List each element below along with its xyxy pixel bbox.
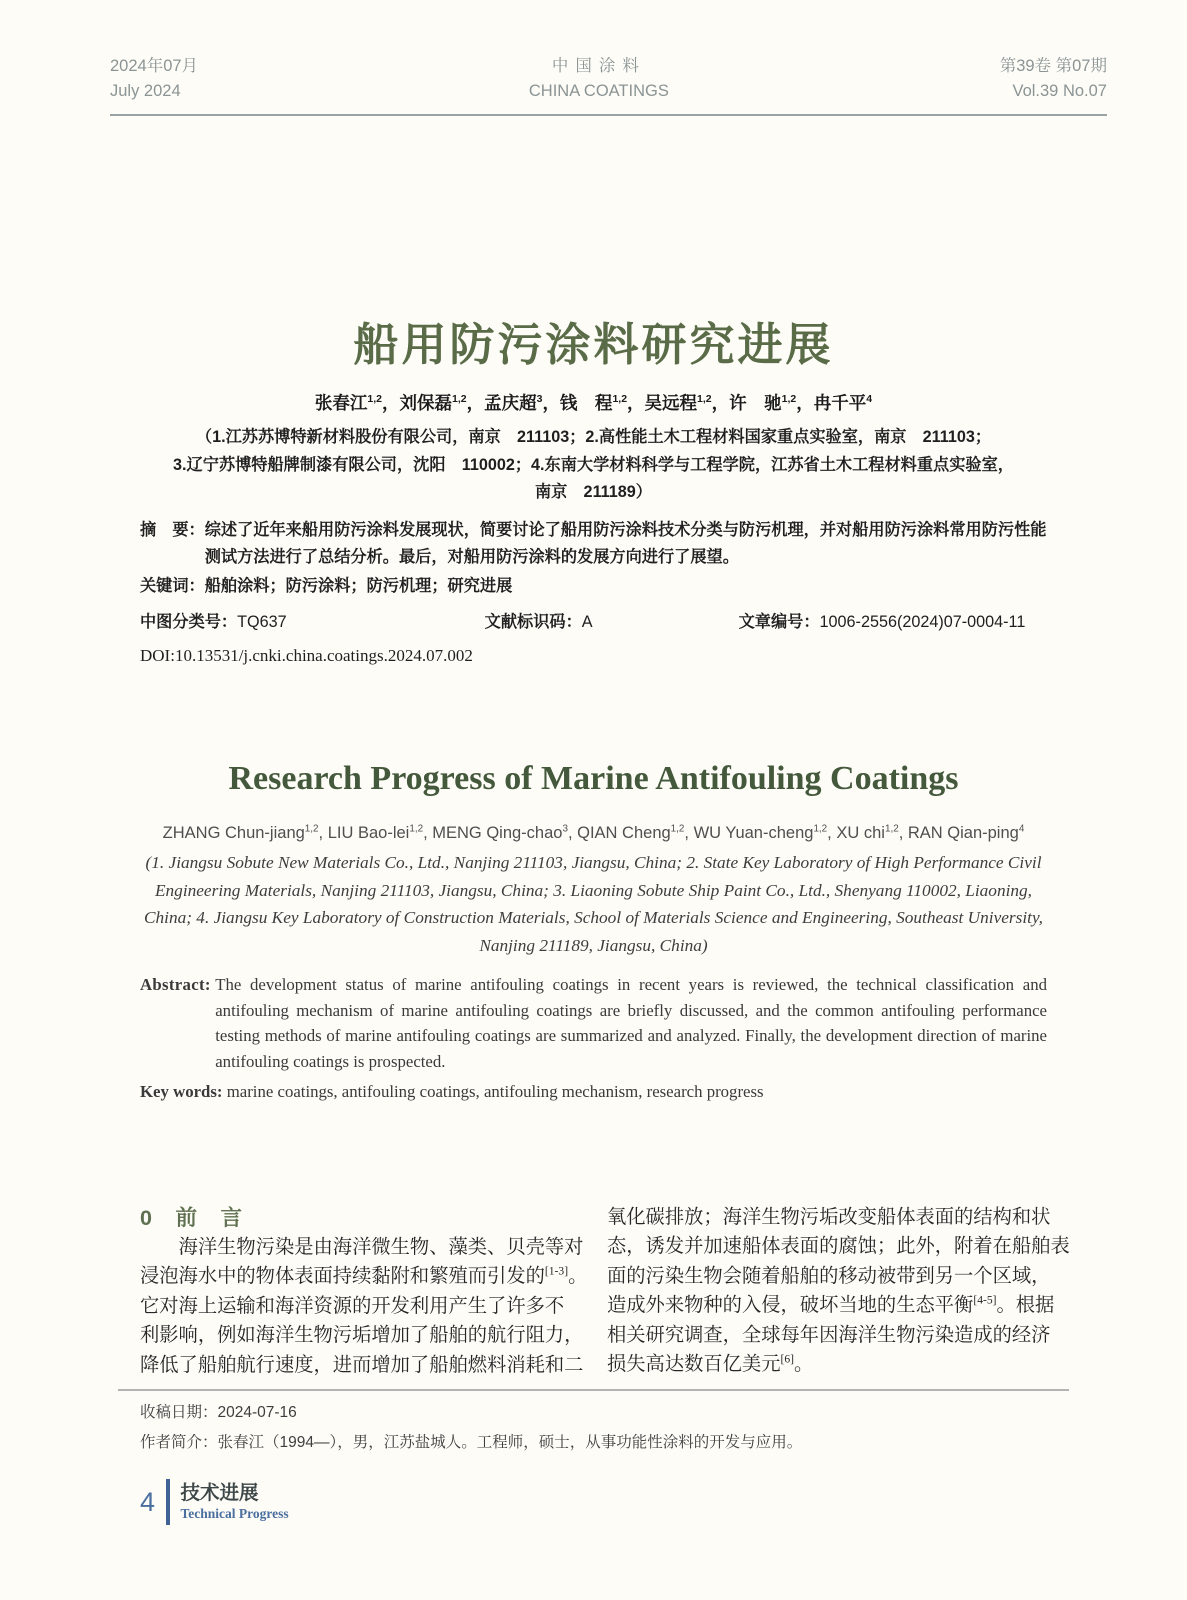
- affiliation-zh-line: 南京 211189）: [535, 483, 652, 501]
- affiliations-en: [140, 849, 1047, 959]
- body-column-left: [140, 1203, 588, 1381]
- author-bio-line: [140, 1428, 1187, 1458]
- affiliation-en-line: (1. Jiangsu Sobute New Materials Co., Ltd., Nanjing 211103, Jiangsu, China; 2. State Key Laboratory of High Performance Civil: [145, 853, 1042, 872]
- keywords-zh-label: 关键词：: [140, 576, 205, 595]
- keywords-en-label: Key words:: [140, 1082, 227, 1101]
- classification-row: [140, 609, 1047, 635]
- document-code-value: A: [581, 613, 593, 631]
- body-left-line: 浸泡海水中的物体表面持续黏附和繁殖而引发的[1-3]。: [140, 1264, 588, 1287]
- article-id-label: 文章编号：: [738, 613, 820, 631]
- keywords-en: [140, 1079, 1047, 1105]
- received-date-line: [140, 1398, 1187, 1428]
- body-right-line: 造成外来物种的入侵，破坏当地的生态平衡[4-5]。根据: [607, 1293, 1055, 1316]
- body-columns: [140, 1203, 1070, 1381]
- abstract-zh-line: 测试方法进行了总结分析。最后，对船用防污涂料的发展方向进行了展望。: [204, 548, 739, 566]
- article-authors-zh: 张春江$^{1,2}$，刘保磊$^{1,2}$，孟庆超$^3$，钱 程$^{1,2}$，吴远程$^{1,2}$，许 驰$^{1,2}$，冉千平$^4$: [314, 393, 873, 413]
- header-issue-zh: 第39卷 第07期: [999, 57, 1107, 75]
- document-code-label: 文献标识码：: [484, 613, 582, 631]
- header-journal-title-zh: 中国涂料: [551, 57, 646, 75]
- body-column-right: [607, 1203, 1070, 1381]
- doi-text: DOI:10.13531/j.cnki.china.coatings.2024.07.002: [140, 646, 473, 665]
- affiliation-zh-line: 3.辽宁苏博特船牌制漆有限公司，沈阳 110002；4.东南大学材料科学与工程学院，江苏省土木工程材料重点实验室，: [173, 455, 1014, 474]
- abstract-en-label: Abstract:: [140, 975, 216, 994]
- footer-column-en: Technical Progress: [180, 1506, 289, 1521]
- abstract-en: [140, 972, 1047, 1074]
- header-journal-title-en: CHINA COATINGS: [528, 82, 669, 100]
- body-right-line: 面的污染生物会随着船舶的移动被带到另一个区域，: [607, 1265, 1051, 1287]
- journal-header: [110, 0, 1107, 116]
- abstract-zh-label: 摘 要：: [140, 520, 205, 539]
- abstract-en-text: The development status of marine antifouling coatings in recent years is reviewed, the technical classification and antifouling mechanism of marine antifouling coatings are briefly discussed, and the common antifouling performance testing methods of marine antifouling coatings are summarized and analyzed. Finally, the development direction of marine antifouling coatings is prospected.: [215, 975, 1047, 1071]
- section-heading-introduction: 0 前 言: [140, 1205, 243, 1230]
- affiliation-en-line: Nanjing 211189, Jiangsu, China): [479, 935, 708, 955]
- affiliation-zh-line: （1.江苏苏博特新材料股份有限公司，南京 211103；2.高性能土木工程材料国家重点实验室，南京 211103；: [195, 428, 992, 446]
- keywords-zh-text: 船舶涂料；防污涂料；防污机理；研究进展: [204, 576, 513, 595]
- article-title-en: Research Progress of Marine Antifouling Coatings: [228, 760, 959, 797]
- abstract-zh: [140, 517, 1047, 572]
- abstract-zh-text: [205, 517, 1047, 572]
- article-id: [739, 609, 1047, 635]
- header-issue: [1000, 54, 1107, 104]
- affiliation-en-line: China; 4. Jiangsu Key Laboratory of Construction Materials, School of Materials Science and Engineering, Southeast University,: [143, 908, 1043, 927]
- clc-number: [140, 609, 485, 635]
- received-date-value: 2024-07-16: [217, 1404, 297, 1421]
- article-id-value: 1006-2556(2024)07-0004-11: [819, 613, 1026, 631]
- footer-divider-bar: [166, 1479, 170, 1525]
- header-issue-en: Vol.39 No.07: [1012, 82, 1107, 100]
- body-left-line: 它对海上运输和海洋资源的开发利用产生了许多不: [140, 1295, 565, 1317]
- keywords-en-text: marine coatings, antifouling coatings, antifouling mechanism, research progress: [226, 1082, 764, 1101]
- page-number: 4: [140, 1486, 156, 1517]
- body-right-line: 态，诱发并加速船体表面的腐蚀；此外，附着在船舶表: [607, 1236, 1070, 1257]
- keywords-zh: [140, 573, 1047, 601]
- article-title-zh: 船用防污涂料研究进展: [353, 319, 834, 370]
- body-right-line: 损失高达数百亿美元[6]。: [607, 1352, 814, 1375]
- page-footer: [140, 1479, 1187, 1525]
- footer-column-zh: 技术进展: [180, 1482, 259, 1504]
- affiliations-zh: [140, 424, 1047, 507]
- body-left-line: 海洋生物污染是由海洋微生物、藻类、贝壳等对: [140, 1236, 584, 1258]
- header-journal-title: [529, 54, 669, 104]
- header-date: [110, 54, 198, 104]
- footer-column-label: [181, 1481, 289, 1523]
- body-left-line: 降低了船舶航行速度，进而增加了船舶燃料消耗和二: [140, 1354, 584, 1376]
- body-left-line: 利影响，例如海洋生物污垢增加了船舶的航行阻力，: [140, 1325, 584, 1346]
- clc-value: TQ637: [237, 613, 287, 631]
- article-authors-en: ZHANG Chun-jiang$^{1,2}$, LIU Bao-lei$^{1,2}$, MENG Qing-chao$^3$, QIAN Cheng$^{1,2}$, WU Yuan-cheng$^{1,2}$, XU chi$^{1,2}$, RAN Qian-ping$^4$: [162, 823, 1025, 842]
- article-content: [0, 316, 1187, 1380]
- document-code: [485, 609, 739, 635]
- body-right-line: 相关研究调查，全球每年因海洋生物污染造成的经济: [607, 1324, 1051, 1346]
- header-date-en: July 2024: [110, 82, 181, 100]
- clc-label: 中图分类号：: [140, 613, 238, 631]
- received-date-label: 收稿日期：: [140, 1404, 218, 1421]
- abstract-zh-line: 综述了近年来船用防污涂料发展现状，简要讨论了船用防污涂料技术分类与防污机理，并对船用防污涂料常用防污性能: [204, 520, 1047, 539]
- author-bio-value: 张春江（1994—），男，江苏盐城人。工程师，硕士，从事功能性涂料的开发与应用。: [217, 1433, 803, 1451]
- footnotes: [0, 1391, 1187, 1457]
- affiliation-en-line: Engineering Materials, Nanjing 211103, Jiangsu, China; 3. Liaoning Sobute Ship Paint Co., Ltd., Shenyang 110002, Liaoning,: [154, 880, 1032, 900]
- body-right-line: 氧化碳排放；海洋生物污垢改变船体表面的结构和状: [607, 1206, 1051, 1228]
- header-date-zh: 2024年07月: [110, 57, 199, 75]
- author-bio-label: 作者简介：: [140, 1433, 218, 1451]
